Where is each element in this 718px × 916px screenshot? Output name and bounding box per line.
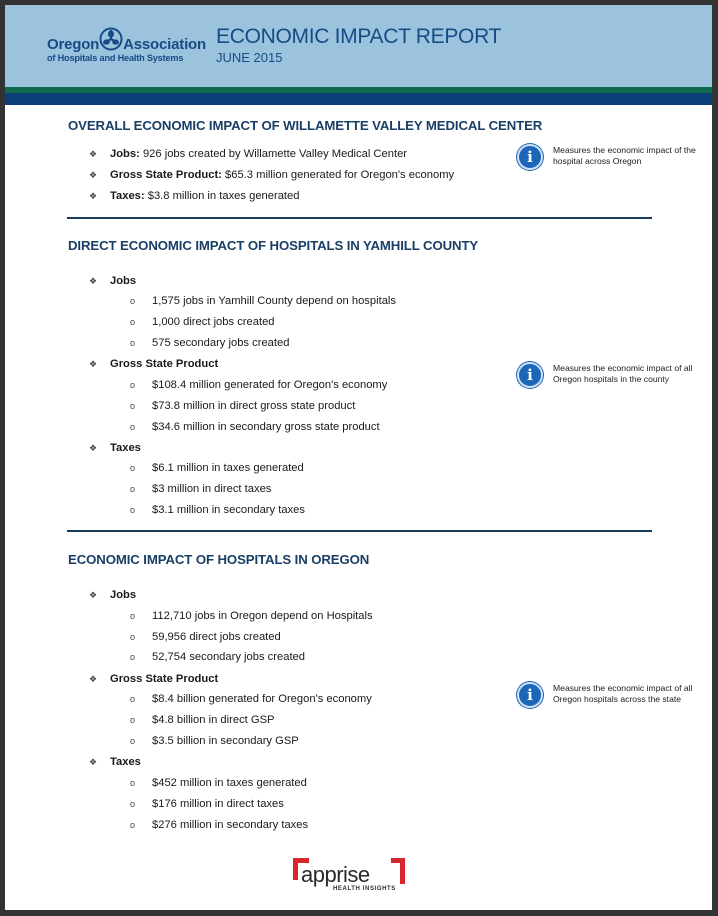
item-text: $3.1 million in secondary taxes [152,504,305,516]
list-item [89,169,454,181]
header-navy-stripe [5,93,712,105]
group-label: Gross State Product [110,673,219,685]
circle-bullet-icon: o [130,799,136,809]
item-text: $452 million in taxes generated [152,777,307,789]
circle-bullet-icon: o [130,463,136,473]
item-text: $3.8 million in taxes generated [144,190,300,202]
report-header [5,5,712,105]
list-item [130,777,307,789]
group-label: Gross State Product [110,358,219,370]
circle-bullet-icon: o [130,820,136,830]
diamond-bullet-icon: ❖ [89,276,98,286]
circle-bullet-icon: o [130,611,136,621]
diamond-bullet-icon: ❖ [89,149,98,159]
apprise-tagline: HEALTH INSIGHTS [333,886,396,892]
list-item [130,504,305,516]
item-text: $176 million in direct taxes [152,798,284,810]
item-text: $6.1 million in taxes generated [152,462,304,474]
item-text: $8.4 billion generated for Oregon's economy [152,693,372,705]
item-text: $276 million in secondary taxes [152,819,309,831]
circle-bullet-icon: o [130,652,136,662]
oahhs-logo-icon [99,27,123,51]
circle-bullet-icon: o [130,338,136,348]
info-text: Measures the economic impact of the hospital across Oregon [553,145,696,166]
item-text: 1,575 jobs in Yamhill County depend on hospitals [152,295,397,307]
list-item [130,421,380,433]
info-icon: i [517,144,543,170]
group-heading [89,589,136,601]
list-item [130,462,304,474]
oahhs-logo [47,27,207,67]
report-page [5,5,712,910]
list-item [130,819,308,831]
group-heading [89,442,141,454]
apprise-logo [293,855,405,895]
section-title-yamhill: DIRECT ECONOMIC IMPACT OF HOSPITALS IN YAMHILL COUNTY [68,238,479,253]
apprise-wordmark: apprise [301,862,370,887]
list-item [130,631,281,643]
circle-bullet-icon: o [130,401,136,411]
circle-bullet-icon: o [130,317,136,327]
circle-bullet-icon: o [130,632,136,642]
logo-word-oregon: Oregon [47,35,100,53]
item-text: $108.4 million generated for Oregon's economy [152,379,388,391]
item-text: $3 million in direct taxes [152,483,272,495]
group-heading [89,275,136,287]
group-label: Jobs [110,275,137,287]
item-text: 59,956 direct jobs created [152,631,281,643]
group-heading [89,756,141,768]
circle-bullet-icon: o [130,715,136,725]
info-icon: i [517,682,543,708]
item-text: $73.8 million in direct gross state product [152,400,356,412]
circle-bullet-icon: o [130,505,136,515]
circle-bullet-icon: o [130,296,136,306]
group-heading [89,673,218,685]
item-text: 52,754 secondary jobs created [152,651,305,663]
group-heading [89,358,218,370]
item-text: $34.6 million in secondary gross state product [152,421,380,433]
logo-bracket-right-icon [391,858,405,884]
item-label: Taxes: [110,190,145,202]
list-item [130,483,271,495]
list-item [130,400,355,412]
item-text: 1,000 direct jobs created [152,316,275,328]
list-item [130,651,305,663]
section-divider [67,217,652,219]
list-item [130,295,396,307]
diamond-bullet-icon: ❖ [89,359,98,369]
diamond-bullet-icon: ❖ [89,757,98,767]
diamond-bullet-icon: ❖ [89,674,98,684]
item-text: $3.5 billion in secondary GSP [152,735,299,747]
group-label: Taxes [110,756,141,768]
logo-word-association: Association [123,35,206,53]
list-item [130,714,275,726]
group-label: Jobs [110,589,137,601]
circle-bullet-icon: o [130,694,136,704]
diamond-bullet-icon: ❖ [89,590,98,600]
circle-bullet-icon: o [130,380,136,390]
item-text: 926 jobs created by Willamette Valley Medical Center [139,148,408,160]
section-title-willamette: OVERALL ECONOMIC IMPACT OF WILLAMETTE VALLEY MEDICAL CENTER [68,118,543,133]
section-title-oregon: ECONOMIC IMPACT OF HOSPITALS IN OREGON [68,552,370,567]
item-text: $4.8 billion in direct GSP [152,714,275,726]
list-item [130,337,289,349]
group-label: Taxes [110,442,141,454]
list-item [130,379,387,391]
item-text: $65.3 million generated for Oregon's economy [221,169,455,181]
list-item [89,190,299,202]
report-title: ECONOMIC IMPACT REPORT [216,25,502,48]
info-text: Measures the economic impact of all Oregon hospitals across the state [553,683,693,704]
circle-bullet-icon: o [130,778,136,788]
diamond-bullet-icon: ❖ [89,170,98,180]
section-divider [67,530,652,532]
list-item [130,735,299,747]
diamond-bullet-icon: ❖ [89,191,98,201]
info-icon: i [517,362,543,388]
list-item [130,316,275,328]
diamond-bullet-icon: ❖ [89,443,98,453]
item-label: Gross State Product: [110,169,222,181]
info-text: Measures the economic impact of all Oregon hospitals in the county [553,363,693,384]
item-text: 575 secondary jobs created [152,337,290,349]
report-date: JUNE 2015 [216,50,283,65]
logo-subtitle: of Hospitals and Health Systems [47,53,184,63]
list-item [130,693,372,705]
list-item [89,148,407,160]
circle-bullet-icon: o [130,422,136,432]
item-text: 112,710 jobs in Oregon depend on Hospitals [152,610,373,622]
list-item [130,610,373,622]
item-label: Jobs: [110,148,140,160]
circle-bullet-icon: o [130,484,136,494]
list-item [130,798,284,810]
circle-bullet-icon: o [130,736,136,746]
